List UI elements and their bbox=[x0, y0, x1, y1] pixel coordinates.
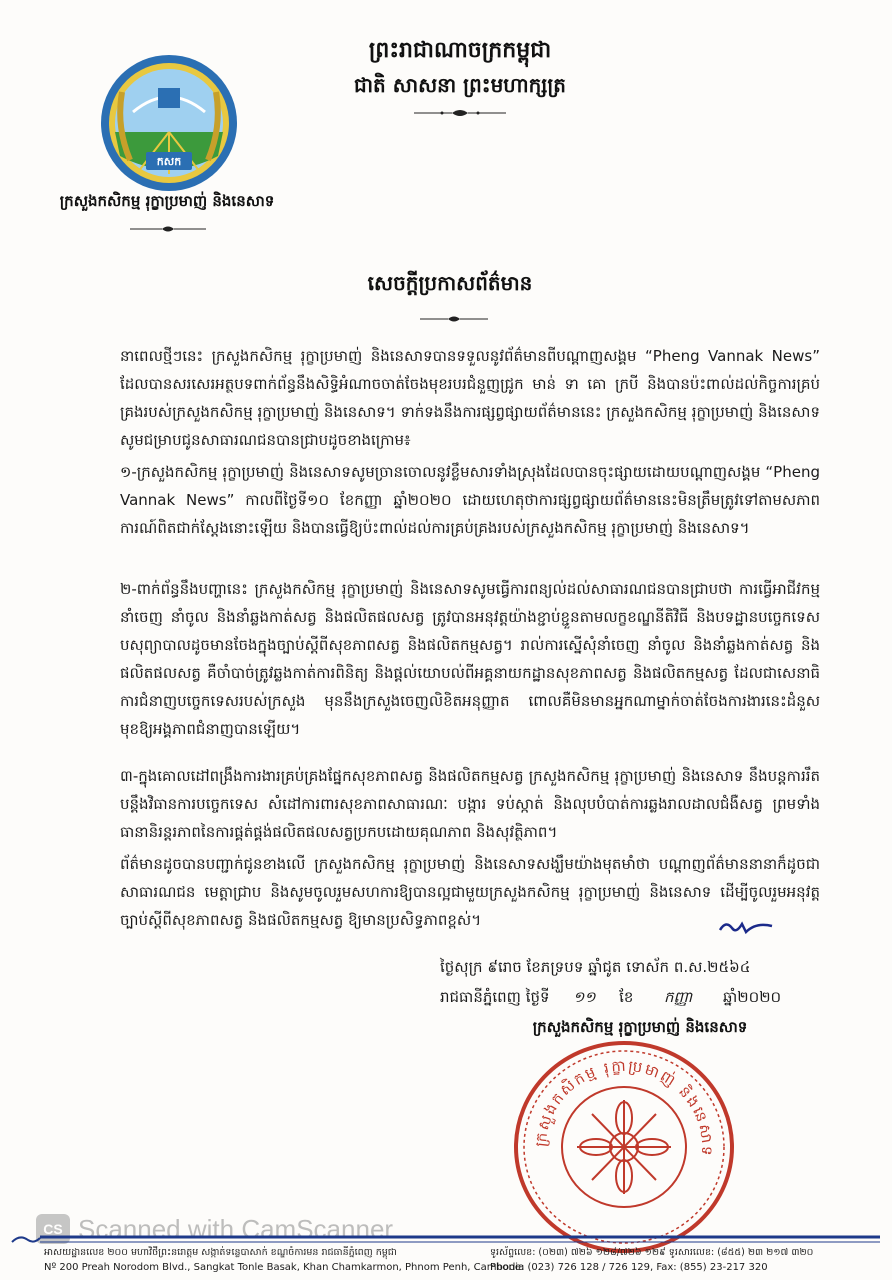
paragraph-intro: នាពេលថ្មីៗនេះ ក្រសួងកសិកម្ម រុក្ខាប្រមាញ់ និងនេសាទបានទទួលនូវព័ត៌មានពីបណ្តាញសង្គម “Pheng Vannak News” ដែលបានសរសេរអត្ថបទពាក់ព័ន្ធនឹងសិទ្ធិអំណាចចាត់ចែងមុខរបរជំនួញជ្រូក មាន់ ទា គោ ក្របី និងបានប៉ះពាល់ដល់កិច្ចការគ្រប់គ្រងរបស់ក្រសួងកសិកម្ម រុក្ខាប្រមាញ់ និងនេសាទ។ ទាក់ទងនឹងការផ្សព្វផ្សាយព័ត៌មាននេះ ក្រសួងកសិកម្ម រុក្ខាប្រមាញ់ និងនេសាទសូមជម្រាបជូនសាធារណជនបានជ្រាបដូចខាងក្រោម៖ bbox=[120, 347, 820, 449]
paragraph-closing: ព័ត៌មានដូចបានបញ្ជាក់ជូនខាងលើ ក្រសួងកសិកម្ម រុក្ខាប្រមាញ់ និងនេសាទសង្ឃឹមយ៉ាងមុតមាំថា បណ្តាញព័ត៌មាននានាក៏ដូចជាសាធារណជន មេត្តាជ្រាប និងសូមចូលរួមសហការឱ្យបានល្អជាមួយក្រសួងកសិកម្ម រុក្ខាប្រមាញ់ និងនេសាទ ដើម្បីចូលរួមអនុវត្តច្បាប់ស្តីពីសុខភាពសត្វ និងផលិតកម្មសត្វ ឱ្យមានប្រសិទ្ធភាពខ្ពស់។ bbox=[120, 855, 820, 929]
ornament-divider bbox=[418, 314, 490, 324]
seal-ring-textpath: ក្រសួងកសិកម្ម រុក្ខាប្រមាញ់ និងនេសាទ bbox=[531, 1056, 717, 1159]
date-solar bbox=[440, 988, 860, 1010]
footer-divider bbox=[0, 1234, 892, 1246]
camscanner-logo-icon: CS bbox=[36, 1214, 70, 1244]
date-day: ១១ bbox=[572, 988, 596, 1006]
date-year: ឆ្នាំ២០២០ bbox=[722, 988, 782, 1006]
seal-emblem bbox=[577, 1100, 671, 1194]
paragraph-point-1: ១-ក្រសួងកសិកម្ម រុក្ខាប្រមាញ់ និងនេសាទសូមច្រានចោលនូវខ្លឹមសារទាំងស្រុងដែលបានចុះផ្សាយដោយបណ្តាញសង្គម “Pheng Vannak News” កាលពីថ្ងៃទី១០ ខែកញ្ញា ឆ្នាំ២០២០ ដោយហេតុថាការផ្សព្វផ្សាយព័ត៌មាននេះមិនត្រឹមត្រូវទៅតាមសភាពការណ៍ពិតជាក់ស្តែងនោះឡើយ និងបានធ្វើឱ្យប៉ះពាល់ដល់ការគ្រប់គ្រងរបស់ក្រសួងកសិកម្ម រុក្ខាប្រមាញ់ និងនេសាទ។ bbox=[120, 463, 820, 537]
date-month: កញ្ញា bbox=[664, 988, 693, 1006]
footer-phone-en: Phone: (023) 726 128 / 726 129, Fax: (855) 23-217 320 bbox=[490, 1262, 768, 1273]
document-title: សេចក្តីប្រកាសព័ត៌មាន bbox=[367, 271, 533, 295]
footer-address-en: Nº 200 Preah Norodom Blvd., Sangkat Tonle Basak, Khan Chamkarmon, Phnom Penh, Cambodia bbox=[44, 1262, 525, 1273]
footer-address-kh: អាសយដ្ឋានលេខ ២០០ មហាវិថីព្រះនរោត្តម សង្កាត់ទន្លេបាសាក់ ខណ្ឌចំការមន រាជធានីភ្នំពេញ កម្ពុជា bbox=[44, 1247, 397, 1258]
date-lunar: ថ្ងៃសុក្រ ៩រោច ខែភទ្របទ ឆ្នាំជូត ទោស័ក ព.ស.២៥៦៤ bbox=[440, 958, 751, 976]
ministry-logo bbox=[98, 52, 240, 194]
handwritten-initial bbox=[716, 916, 776, 938]
paragraph-point-2: ២-ពាក់ព័ន្ធនឹងបញ្ហានេះ ក្រសួងកសិកម្ម រុក្ខាប្រមាញ់ និងនេសាទសូមធ្វើការពន្យល់ដល់សាធារណជនបានជ្រាបថា ការធ្វើអាជីវកម្មនាំចេញ នាំចូល និងនាំឆ្លងកាត់សត្វ និងផលិតផលសត្វ ត្រូវបានអនុវត្តយ៉ាងខ្ជាប់ខ្ជួនតាមលក្ខខណ្ឌនីតិវិធី និងបទដ្ឋានបច្ចេកទេសបសុព្យាបាលដូចមានចែងក្នុងច្បាប់ស្តីពីសុខភាពសត្វ និងផលិតកម្មសត្វ។ រាល់ការស្នើសុំនាំចេញ នាំចូល និងនាំឆ្លងកាត់សត្វ និងផលិតផលសត្វ គឺចាំបាច់ត្រូវឆ្លងកាត់ការពិនិត្យ និងផ្តល់យោបល់ពីអគ្គនាយកដ្ឋានសុខភាពសត្វ និងផលិតកម្មសត្វ ដែលជាសេនាធិការជំនាញបច្ចេកទេសរបស់ក្រសួង មុននឹងក្រសួងចេញលិខិតអនុញ្ញាត ពោលគឺមិនមានអ្នកណាម្នាក់ចាត់ចែងការងារនេះដំនួសមុខឱ្យអង្គភាពជំនាញបានឡើយ។ bbox=[120, 580, 820, 738]
ministry-name-header: ក្រសួងកសិកម្ម រុក្ខាប្រមាញ់ និងនេសាទ bbox=[59, 192, 275, 210]
signing-ministry: ក្រសួងកសិកម្ម រុក្ខាប្រមាញ់ និងនេសាទ bbox=[532, 1018, 748, 1036]
official-seal-stamp bbox=[512, 1040, 736, 1254]
footer-phone-kh: ទូរស័ព្ទលេខ: (០២៣) ៧២៦ ១២៨/៧២៦ ១២៩ ទូរសារលេខ: (៨៥៥) ២៣ ២១៧ ៣២០ bbox=[490, 1247, 814, 1258]
ornament-divider bbox=[128, 224, 208, 234]
date-place: រាជធានីភ្នំពេញ ថ្ងៃទី bbox=[440, 988, 550, 1006]
watermark-text: Scanned with CamScanner bbox=[78, 1213, 394, 1244]
paragraph-point-3: ៣-ក្នុងគោលដៅពង្រឹងការងារគ្រប់គ្រងផ្នែកសុខភាពសត្វ និងផលិតកម្មសត្វ ក្រសួងកសិកម្ម រុក្ខាប្រមាញ់ និងនេសាទ នឹងបន្តការរឹតបន្តឹងវិធានការបច្ចេកទេស សំដៅការពារសុខភាពសាធារណៈ បង្ការ ទប់ស្កាត់ និងលុបបំបាត់ការឆ្លងរាលដាលជំងឺសត្វ ព្រមទាំងធានានិរន្តរភាពនៃការផ្គត់ផ្គង់ផលិតផលសត្វប្រកបដោយគុណភាព និងសុវត្ថិភាព។ bbox=[120, 767, 820, 841]
national-motto: ជាតិ សាសនា ព្រះមហាក្សត្រ bbox=[354, 73, 566, 97]
ornament-divider bbox=[412, 108, 508, 118]
date-month-label: ខែ bbox=[619, 988, 634, 1006]
logo-acronym: កសក bbox=[156, 155, 182, 168]
kingdom-heading: ព្រះរាជាណាចក្រកម្ពុជា bbox=[368, 38, 552, 63]
